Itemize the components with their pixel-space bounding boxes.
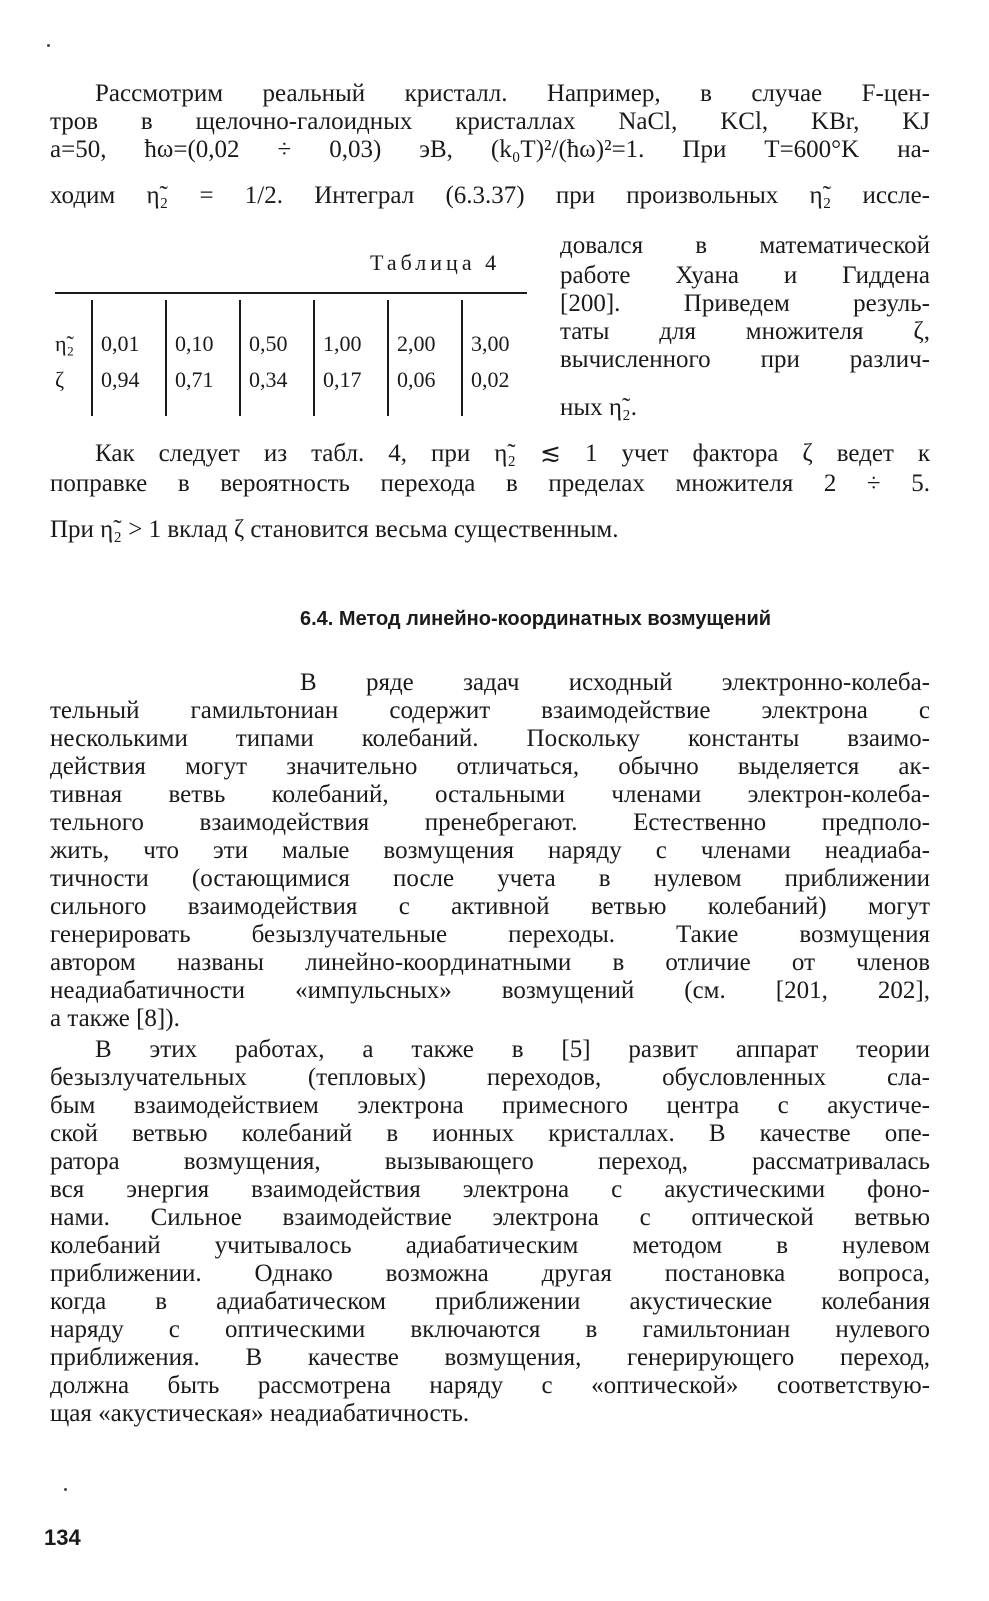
- wrap-line: таты для множителя ζ,: [560, 318, 930, 345]
- table-cell: 0,34: [240, 362, 314, 416]
- body-line: жить, что эти малые возмущения наряду с членами неадиаба-: [50, 837, 930, 864]
- body-line: неадиабатичности «импульсных» возмущений (см. [201, 202],: [50, 977, 930, 1004]
- table-cell: 0,10: [166, 300, 240, 362]
- body-line: колебаний учитывалось адиабатическим методом в нулевом: [50, 1232, 930, 1259]
- body-line: щая «акустическая» неадиабатичность.: [50, 1400, 470, 1427]
- body-line: сильного взаимодействия с активной ветвью колебаний) могут: [50, 893, 930, 920]
- table-cell: 0,01: [92, 300, 166, 362]
- body-line: Как следует из табл. 4, при η̃₂ ≲ 1 учет фактора ζ ведет к: [95, 440, 930, 467]
- table-cell: 0,50: [240, 300, 314, 362]
- table-cell: 0,94: [92, 362, 166, 416]
- table-cell: 3,00: [462, 300, 535, 362]
- body-line: ской ветвью колебаний в ионных кристаллах. В качестве опе-: [50, 1120, 930, 1147]
- wrap-line: довался в математической: [560, 232, 930, 259]
- body-line: тичности (остающимися после учета в нулевом приближении: [50, 865, 930, 892]
- page-number: 134: [44, 1525, 81, 1550]
- table-top-rule: [55, 292, 527, 294]
- body-line: наряду с оптическими включаются в гамильтониан нулевого: [50, 1316, 930, 1343]
- data-table: [55, 300, 535, 416]
- body-line: приближения. В качестве возмущения, генерирующего переход,: [50, 1344, 930, 1371]
- body-line: В ряде задач исходный электронно-колеба-: [300, 669, 930, 696]
- body-line: тельный гамильтониан содержит взаимодействие электрона с: [50, 697, 930, 724]
- scan-speck: [47, 44, 50, 47]
- wrap-line: [200]. Приведем резуль-: [560, 290, 930, 317]
- body-line: должна быть рассмотрена наряду с «оптической» соответствую-: [50, 1372, 930, 1399]
- wrap-line: вычисленного при различ-: [560, 346, 930, 373]
- body-line: нами. Сильное взаимодействие электрона с оптической ветвью: [50, 1204, 930, 1231]
- body-line: тивная ветвь колебаний, остальными членами электрон-колеба-: [50, 781, 930, 808]
- body-line: генерировать безызлучательные переходы. Такие возмущения: [50, 921, 930, 948]
- body-line: При η̃₂ > 1 вклад ζ становится весьма существенным.: [50, 516, 619, 543]
- body-line: несколькими типами колебаний. Поскольку константы взаимо-: [50, 725, 930, 752]
- body-line: бым взаимодействием электрона примесного центра с акустиче-: [50, 1092, 930, 1119]
- scan-speck: [64, 1488, 67, 1491]
- table-cell: 0,71: [166, 362, 240, 416]
- body-line: а также [8]).: [50, 1005, 180, 1032]
- body-line: В этих работах, а также в [5] развит аппарат теории: [95, 1036, 930, 1063]
- table-row: [55, 300, 535, 362]
- row-label-zeta: ζ: [55, 367, 65, 392]
- body-line: когда в адиабатическом приближении акустические колебания: [50, 1288, 930, 1315]
- body-line: ратора возмущения, вызывающего переход, рассматривалась: [50, 1148, 930, 1175]
- table-cell: 2,00: [388, 300, 462, 362]
- body-line: поправке в вероятность перехода в пределах множителя 2 ÷ 5.: [50, 470, 930, 497]
- table-cell: 0,17: [314, 362, 388, 416]
- body-line: вся энергия взаимодействия электрона с акустическими фоно-: [50, 1176, 930, 1203]
- section-heading: 6.4. Метод линейно-координатных возмущений: [300, 608, 772, 630]
- body-line: приближении. Однако возможна другая постановка вопроса,: [50, 1260, 930, 1287]
- wrap-line: работе Хуана и Гиддена: [560, 262, 930, 289]
- wrap-line: ных η̃₂.: [560, 394, 637, 421]
- row-label-eta2: η̃₂: [55, 331, 75, 356]
- table-row: [55, 362, 535, 416]
- body-line: автором названы линейно-координатными в отличие от членов: [50, 949, 930, 976]
- intro-line: ходим η̃₂ = 1/2. Интеграл (6.3.37) при произвольных η̃₂ иссле-: [50, 182, 930, 209]
- intro-line: тров в щелочно-галоидных кристаллах NaCl, KCl, KBr, KJ: [50, 108, 930, 135]
- intro-line: a=50, ħω=(0,02 ÷ 0,03) эВ, (k₀T)²/(ħω)²=1. При T=600°K на-: [50, 136, 930, 163]
- table-cell: 1,00: [314, 300, 388, 362]
- table-cell: 0,06: [388, 362, 462, 416]
- body-line: тельного взаимодействия пренебрегают. Естественно предполо-: [50, 809, 930, 836]
- intro-line: Рассмотрим реальный кристалл. Например, в случае F-цен-: [95, 80, 930, 107]
- table-caption: Таблица 4: [370, 250, 501, 275]
- body-line: действия могут значительно отличаться, обычно выделяется ак-: [50, 753, 930, 780]
- table-cell: 0,02: [462, 362, 535, 416]
- body-line: безызлучательных (тепловых) переходов, обусловленных сла-: [50, 1064, 930, 1091]
